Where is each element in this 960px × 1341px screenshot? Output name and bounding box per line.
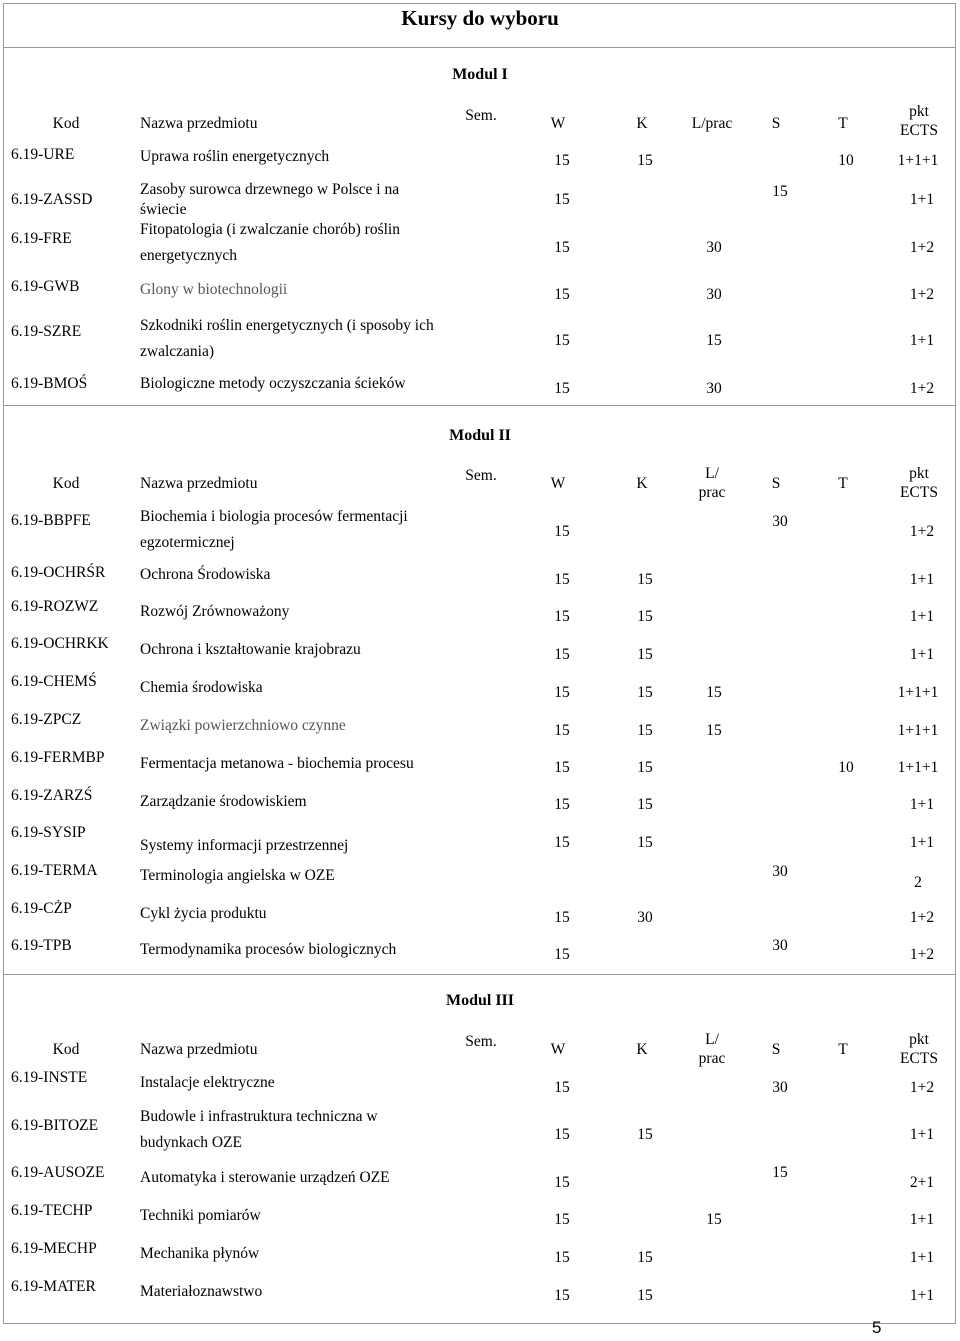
course-code: 6.19-CŻP [11,900,72,917]
cell-k: 15 [637,152,653,169]
cell-k: 15 [637,796,653,813]
course-name: Automatyka i sterowanie urządzeń OZE [140,1169,390,1186]
cell-w: 15 [554,380,570,397]
header-nazwa: Nazwa przedmiotu [140,475,258,492]
cell-w: 15 [554,646,570,663]
cell-s: 15 [772,183,788,200]
cell-ects: 1+1 [909,571,935,588]
course-name: Fitopatologia (i zwalczanie chorób) roślin energetycznych [140,221,400,264]
header-k: K [636,1041,648,1058]
header-pkt: pkt [909,103,929,120]
cell-ects: 1+1+1 [897,722,939,739]
cell-w: 15 [554,152,570,169]
cell-k: 15 [637,1287,653,1304]
header-sem: Sem. [465,467,497,484]
course-name: Fermentacja metanowa - biochemia procesu [140,755,414,772]
cell-w: 15 [554,722,570,739]
course-code: 6.19-TECHP [11,1202,93,1219]
cell-w: 15 [554,759,570,776]
cell-ects: 2 [914,874,922,891]
cell-ects: 1+1 [909,1126,935,1143]
course-name: Rozwój Zrównoważony [140,603,290,620]
header-lprac-a: L/ [705,465,719,482]
cell-k: 30 [706,239,722,256]
header-nazwa: Nazwa przedmiotu [140,1041,258,1058]
cell-s: 15 [772,1164,788,1181]
cell-w: 15 [554,1126,570,1143]
cell-ects: 1+1 [909,796,935,813]
cell-s: 30 [772,863,788,880]
header-ects: ECTS [900,122,938,139]
course-code: 6.19-OCHRŚR [11,564,106,581]
header-kod: Kod [52,1041,80,1058]
module-title: Modul I [452,66,508,83]
cell-ects: 1+1 [909,191,935,208]
cell-w: 15 [554,239,570,256]
course-code: 6.19-TPB [11,937,72,954]
page-number: 5 [872,1318,882,1337]
cell-k: 15 [637,608,653,625]
course-code: 6.19-FERMBP [11,749,105,766]
course-name: Terminologia angielska w OZE [140,867,335,884]
cell-w: 15 [554,1211,570,1228]
cell-t: 10 [838,759,854,776]
course-name: Ochrona Środowiska [140,566,271,583]
course-code: 6.19-CHEMŚ [11,673,97,690]
course-code: 6.19-OCHRKK [11,635,109,652]
header-pkt: pkt [909,465,929,482]
header-t: T [838,115,848,132]
header-sem: Sem. [465,1033,497,1050]
cell-w: 15 [554,1174,570,1191]
cell-k: 15 [706,332,722,349]
cell-w: 15 [554,796,570,813]
module-title: Modul II [449,427,511,444]
cell-k: 30 [706,286,722,303]
header-w: W [550,1041,566,1058]
course-name: Szkodniki roślin energetycznych (i sposoby ich zwalczania) [140,317,434,360]
cell-k: 15 [637,834,653,851]
cell-l: 15 [706,684,722,701]
cell-l: 15 [706,722,722,739]
course-name: Budowle i infrastruktura techniczna w budynkach OZE [140,1108,378,1151]
cell-s: 10 [838,152,854,169]
header-s: S [771,115,781,132]
header-pkt: pkt [909,1031,929,1048]
course-code: 6.19-SYSIP [11,824,86,841]
cell-k: 15 [637,684,653,701]
header-t: T [838,475,848,492]
cell-ects: 1+2 [909,523,935,540]
course-code: 6.19-GWB [11,278,80,295]
course-code: 6.19-BITOZE [11,1117,99,1134]
module-title: Modul III [445,992,515,1009]
cell-s: 30 [772,1079,788,1096]
cell-w: 15 [554,571,570,588]
cell-w: 15 [554,1287,570,1304]
divider [3,405,956,406]
header-lprac-b: prac [698,1050,726,1067]
cell-ects: 1+1 [909,646,935,663]
cell-s: 30 [772,513,788,530]
cell-k: 15 [637,571,653,588]
cell-ects: 1+1 [909,1249,935,1266]
cell-ects: 1+1+1 [897,152,939,169]
cell-ects: 1+1 [909,332,935,349]
header-kod: Kod [52,115,80,132]
course-name: Zarządzanie środowiskiem [140,793,307,810]
course-name: Glony w biotechnologii [140,281,288,298]
cell-k: 30 [637,909,653,926]
cell-ects: 1+1+1 [897,684,939,701]
cell-ects: 1+2 [909,909,935,926]
cell-ects: 1+1 [909,834,935,851]
page-title: Kursy do wyboru [401,6,559,30]
header-s: S [771,475,781,492]
cell-ects: 1+1 [909,1287,935,1304]
course-code: 6.19-BMOŚ [11,375,88,392]
course-name: Uprawa roślin energetycznych [140,148,330,165]
cell-w: 15 [554,191,570,208]
cell-ects: 1+1 [909,608,935,625]
header-kod: Kod [52,475,80,492]
course-name: Zasoby surowca drzewnego w Polsce i na świecie [140,181,400,218]
course-code: 6.19-SZRE [11,323,82,340]
divider [3,47,956,48]
course-code: 6.19-AUSOZE [11,1164,105,1181]
cell-w: 15 [554,684,570,701]
course-name: Ochrona i kształtowanie krajobrazu [140,641,361,658]
cell-k: 15 [637,1249,653,1266]
cell-ects: 1+2 [909,380,935,397]
header-s: S [771,1041,781,1058]
course-code: 6.19-TERMA [11,862,98,879]
header-ects: ECTS [900,1050,938,1067]
cell-w: 15 [554,332,570,349]
course-code: 6.19-ZPCZ [11,711,82,728]
course-code: 6.19-ZASSD [11,191,93,208]
cell-s: 15 [706,1211,722,1228]
cell-w: 15 [554,286,570,303]
course-code: 6.19-MECHP [11,1240,97,1257]
course-code: 6.19-ZARZŚ [11,787,93,804]
course-code: 6.19-MATER [11,1278,96,1295]
cell-ects: 1+2 [909,239,935,256]
course-name: Instalacje elektryczne [140,1074,275,1091]
header-k: K [636,475,648,492]
header-nazwa: Nazwa przedmiotu [140,115,258,132]
cell-ects: 2+1 [909,1174,935,1191]
header-w: W [550,475,566,492]
header-lprac: L/prac [691,115,733,132]
cell-w: 15 [554,909,570,926]
course-code: 6.19-BBPFE [11,512,91,529]
cell-w: 15 [554,523,570,540]
cell-ects: 1+1+1 [897,759,939,776]
course-name: Systemy informacji przestrzennej [140,837,349,854]
cell-w: 15 [554,608,570,625]
cell-k: 15 [637,722,653,739]
course-code: 6.19-ROZWZ [11,598,99,615]
course-name: Termodynamika procesów biologicznych [140,941,397,958]
course-name: Biologiczne metody oczyszczania ścieków [140,375,406,392]
cell-s: 30 [772,937,788,954]
course-code: 6.19-INSTE [11,1069,88,1086]
cell-w: 15 [554,1249,570,1266]
header-lprac-a: L/ [705,1031,719,1048]
cell-k: 15 [637,1126,653,1143]
course-name: Materiałoznawstwo [140,1283,263,1300]
course-name: Biochemia i biologia procesów fermentacji egzotermicznej [140,508,408,551]
header-t: T [838,1041,848,1058]
course-name: Cykl życia produktu [140,905,267,922]
divider [3,974,956,975]
course-name: Techniki pomiarów [140,1207,261,1224]
cell-w: 15 [554,946,570,963]
cell-k: 15 [637,646,653,663]
header-lprac-b: prac [698,484,726,501]
course-name: Chemia środowiska [140,679,263,696]
course-code: 6.19-FRE [11,230,72,247]
course-name: Związki powierzchniowo czynne [140,717,346,734]
header-ects: ECTS [900,484,938,501]
cell-ects: 1+2 [909,1079,935,1096]
cell-w: 15 [554,1079,570,1096]
cell-ects: 1+2 [909,946,935,963]
cell-k: 30 [706,380,722,397]
course-code: 6.19-URE [11,146,75,163]
cell-k: 15 [637,759,653,776]
course-name: Mechanika płynów [140,1245,260,1262]
cell-ects: 1+2 [909,286,935,303]
header-sem: Sem. [465,107,497,124]
header-w: W [550,115,566,132]
cell-ects: 1+1 [909,1211,935,1228]
cell-w: 15 [554,834,570,851]
header-k: K [636,115,648,132]
